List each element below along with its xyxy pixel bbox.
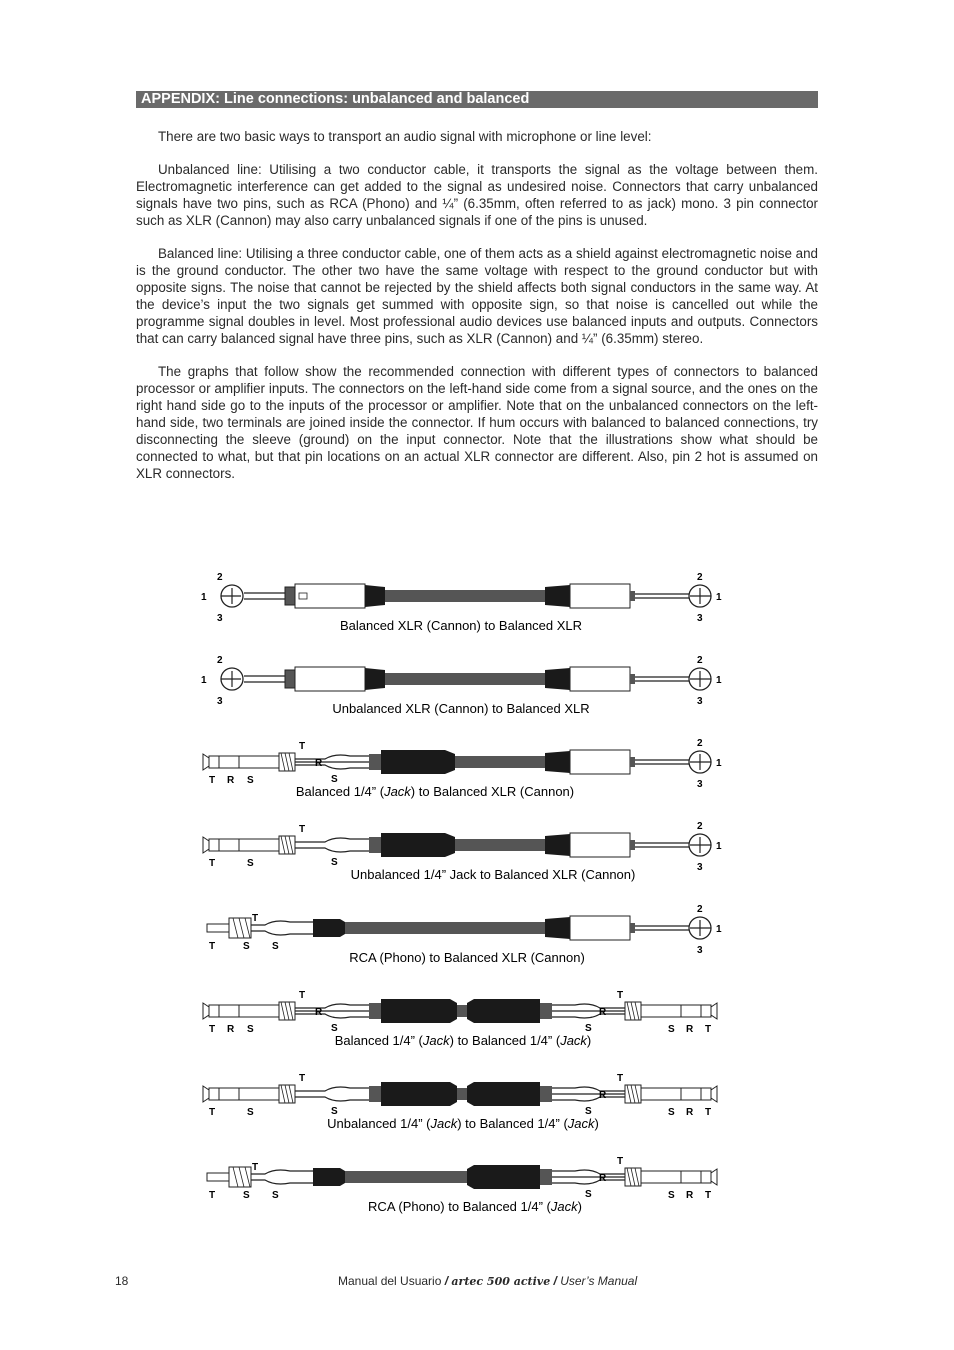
terminal-label: R bbox=[599, 1007, 607, 1018]
terminal-label: T bbox=[299, 741, 306, 752]
section-heading: APPENDIX: Line connections: unbalanced and balanced bbox=[136, 91, 818, 108]
diagram-unbalanced-jack-to-jack bbox=[203, 1073, 717, 1131]
terminal-label: S bbox=[247, 1107, 254, 1118]
paragraph-intro: There are two basic ways to transport an audio signal with microphone or line level: bbox=[158, 129, 652, 144]
footer-title bbox=[338, 1274, 637, 1288]
terminal-label: S bbox=[585, 1023, 592, 1034]
diagram-balanced-xlr-to-xlr bbox=[201, 572, 722, 633]
paragraph-unbalanced: Unbalanced line: Utilising a two conductor cable, it transports the signal as the voltage between them. Electromagnetic interference can get added to the signal as undesired noise. Connectors that carry unbalanced signals have two pins, such as RCA (Phono) and ¼” (6.35mm, often referred to as jack) mono. 3 pin connector such as XLR (Cannon) may also carry unbalanced signals if one of the pins is unused. bbox=[136, 162, 818, 228]
pin-label: 3 bbox=[217, 696, 223, 707]
footer-manual-es: Manual del Usuario bbox=[338, 1274, 442, 1288]
pin-label: 2 bbox=[697, 655, 703, 666]
pin-label: 1 bbox=[201, 592, 207, 603]
terminal-label: S bbox=[331, 774, 338, 785]
terminal-label: T bbox=[705, 1024, 712, 1035]
connection-diagrams bbox=[195, 560, 735, 1225]
terminal-label: R bbox=[686, 1024, 694, 1035]
diagram-caption: Unbalanced 1/4” (Jack) to Balanced 1/4” (Jack) bbox=[327, 1116, 599, 1131]
terminal-label: S bbox=[331, 857, 338, 868]
diagram-unbalanced-xlr-to-xlr bbox=[201, 655, 722, 716]
diagram-caption: Balanced 1/4” (Jack) to Balanced XLR (Cannon) bbox=[295, 784, 575, 799]
terminal-label: R bbox=[315, 758, 323, 769]
diagram-balanced-jack-to-jack bbox=[203, 990, 717, 1048]
pin-label: 1 bbox=[716, 758, 722, 769]
terminal-label: R bbox=[599, 1090, 607, 1101]
terminal-label: T bbox=[209, 1024, 216, 1035]
terminal-label: T bbox=[705, 1107, 712, 1118]
footer-model: artec 500 active bbox=[451, 1275, 551, 1288]
terminal-label: T bbox=[299, 824, 306, 835]
paragraph-balanced: Balanced line: Utilising a three conductor cable, one of them acts as a shield against electromagnetic noise and is the ground conductor. The other two have the same voltage with respect to the ground conductor but with opposite signs. The noise that cannot be rejected by the shield affects both signal conductors in the same way. At the device’s input the two signals get summed with opposite sign, so that noise is cancelled out while the programme signal doubles in level. Most professional audio devices use balanced inputs and outputs. Connectors that can carry balanced signal have three pins, such as XLR (Cannon) and ¼” (6.35mm) stereo. bbox=[136, 246, 818, 346]
pin-label: 1 bbox=[716, 592, 722, 603]
terminal-label: T bbox=[209, 1107, 216, 1118]
terminal-label: T bbox=[705, 1190, 712, 1201]
pin-label: 3 bbox=[697, 945, 703, 956]
terminal-label: R bbox=[227, 775, 235, 786]
body-text bbox=[136, 128, 818, 498]
diagram-unbalanced-jack-to-xlr bbox=[203, 821, 722, 882]
pin-label: 3 bbox=[697, 862, 703, 873]
pin-label: 1 bbox=[716, 675, 722, 686]
terminal-label: T bbox=[617, 1156, 624, 1167]
terminal-label: T bbox=[299, 1073, 306, 1084]
terminal-label: S bbox=[247, 775, 254, 786]
terminal-label: R bbox=[686, 1190, 694, 1201]
terminal-label: S bbox=[272, 941, 279, 952]
terminal-label: S bbox=[585, 1189, 592, 1200]
pin-label: 3 bbox=[697, 779, 703, 790]
terminal-label: R bbox=[686, 1107, 694, 1118]
terminal-label: S bbox=[585, 1106, 592, 1117]
pin-label: 3 bbox=[697, 613, 703, 624]
footer-separator: / bbox=[550, 1274, 561, 1288]
pin-label: 3 bbox=[697, 696, 703, 707]
terminal-label: S bbox=[272, 1190, 279, 1201]
diagram-rca-to-jack bbox=[207, 1156, 717, 1214]
paragraph-graphs: The graphs that follow show the recommended connection with different types of connectors to balanced processor or amplifier inputs. The connectors on the left-hand side come from a signal source, and the ones on the right hand side go to the inputs of the processor or amplifier. Note that on the unbalanced connectors on the left-hand side, two terminals are joined inside the connector. If hum occurs with balanced to balanced connections, try disconnecting the sleeve (ground) on the input connector. Note that the illustrations show what should be connected to what, but that pin locations on an actual XLR connector are different. Also, pin 2 hot is assumed on XLR connectors. bbox=[136, 364, 818, 481]
pin-label: 2 bbox=[697, 738, 703, 749]
diagram-caption: RCA (Phono) to Balanced XLR (Cannon) bbox=[349, 950, 585, 965]
terminal-label: S bbox=[243, 941, 250, 952]
footer-separator: / bbox=[441, 1274, 452, 1288]
diagram-balanced-jack-to-xlr bbox=[203, 738, 722, 799]
pin-label: 2 bbox=[217, 572, 223, 583]
diagram-rca-to-xlr bbox=[207, 904, 722, 965]
terminal-label: R bbox=[315, 1007, 323, 1018]
terminal-label: S bbox=[331, 1106, 338, 1117]
terminal-label: S bbox=[668, 1190, 675, 1201]
terminal-label: S bbox=[668, 1107, 675, 1118]
terminal-label: T bbox=[209, 941, 216, 952]
pin-label: 2 bbox=[697, 572, 703, 583]
terminal-label: T bbox=[252, 913, 259, 924]
terminal-label: S bbox=[247, 858, 254, 869]
terminal-label: T bbox=[617, 990, 624, 1001]
terminal-label: S bbox=[331, 1023, 338, 1034]
footer-manual-en: User’s Manual bbox=[560, 1274, 638, 1288]
pin-label: 1 bbox=[201, 675, 207, 686]
page-number: 18 bbox=[115, 1274, 129, 1288]
pin-label: 1 bbox=[716, 924, 722, 935]
diagram-caption: Balanced 1/4” (Jack) to Balanced 1/4” (Jack) bbox=[334, 1033, 592, 1048]
pin-label: 2 bbox=[697, 904, 703, 915]
terminal-label: T bbox=[209, 775, 216, 786]
pin-label: 1 bbox=[716, 841, 722, 852]
terminal-label: T bbox=[209, 858, 216, 869]
pin-label: 3 bbox=[217, 613, 223, 624]
pin-label: 2 bbox=[217, 655, 223, 666]
pin-label: 2 bbox=[697, 821, 703, 832]
diagram-caption: Unbalanced 1/4” Jack to Balanced XLR (Cannon) bbox=[350, 867, 636, 882]
terminal-label: R bbox=[227, 1024, 235, 1035]
terminal-label: S bbox=[243, 1190, 250, 1201]
terminal-label: S bbox=[668, 1024, 675, 1035]
diagram-caption: Unbalanced XLR (Cannon) to Balanced XLR bbox=[332, 701, 590, 716]
diagram-caption: Balanced XLR (Cannon) to Balanced XLR bbox=[339, 618, 583, 633]
terminal-label: T bbox=[617, 1073, 624, 1084]
terminal-label: T bbox=[252, 1162, 259, 1173]
terminal-label: T bbox=[209, 1190, 216, 1201]
terminal-label: T bbox=[299, 990, 306, 1001]
terminal-label: R bbox=[599, 1173, 607, 1184]
diagram-caption: RCA (Phono) to Balanced 1/4” (Jack) bbox=[368, 1199, 582, 1214]
terminal-label: S bbox=[247, 1024, 254, 1035]
